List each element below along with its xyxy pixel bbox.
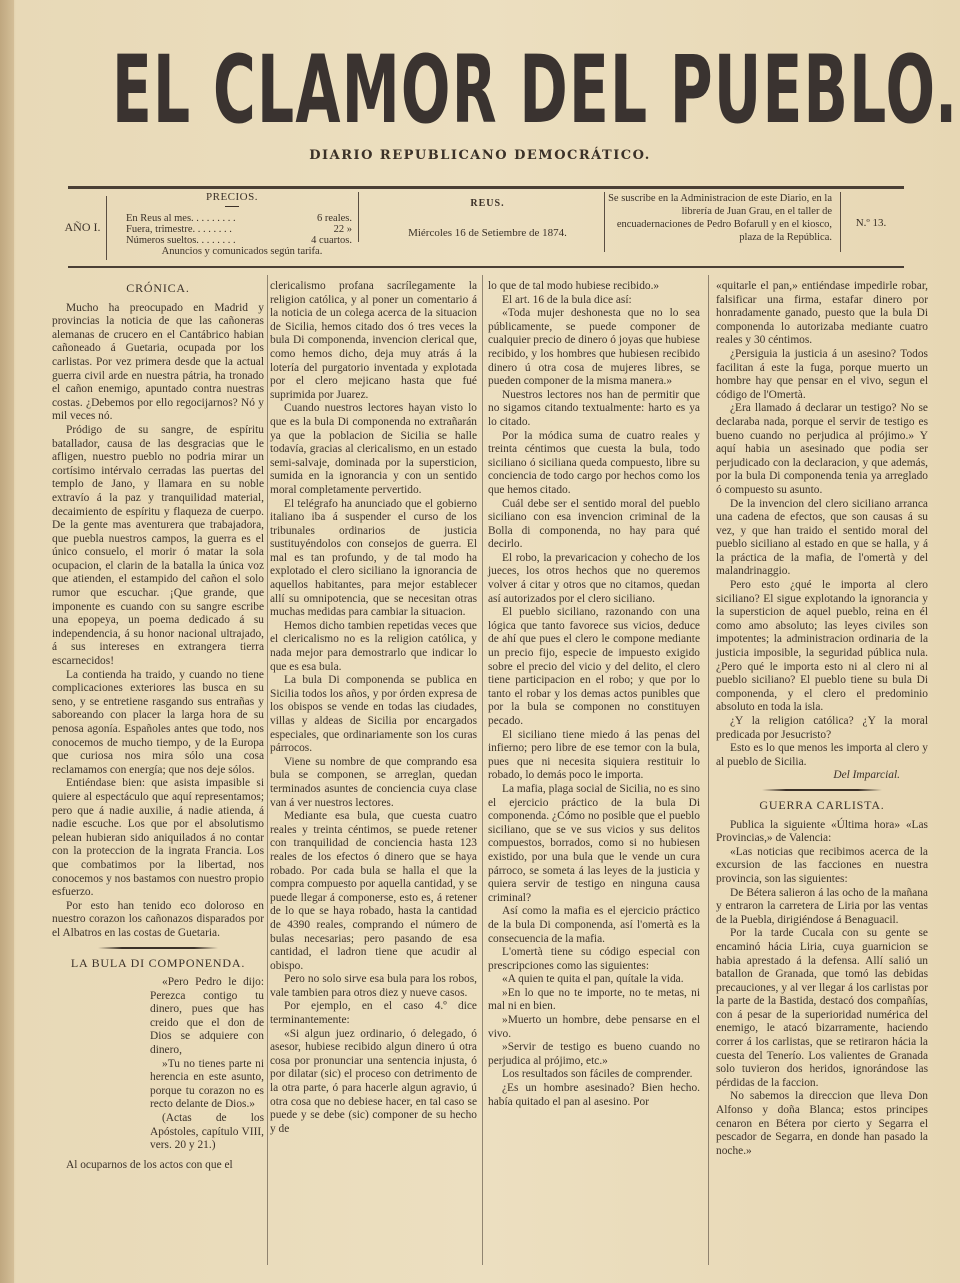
epigraph-citation: (Actas de los Apóstoles, capítulo VIII, vers. 20 y 21.)	[150, 1112, 264, 1152]
city-label: REUS.	[470, 198, 505, 209]
newspaper-title: EL CLAMOR DEL PUEBLO.	[112, 36, 959, 145]
section-title-guerra: GUERRA CARLISTA.	[759, 797, 885, 812]
price-label: Números sueltos. . . . . . . .	[126, 235, 236, 246]
column-3	[488, 280, 700, 1109]
epigraph-line: «Pero Pedro le dijo: Perezca contigo tu dinero, pues que has creido que el don de Dios se adquiere con dinero,	[150, 976, 264, 1057]
section-separator	[98, 947, 218, 949]
page-edge	[0, 0, 14, 1283]
paragraph: ¿Es un hombre asesinado? Bien hecho. había quitado el pan al asesino. Por	[488, 1082, 700, 1108]
year-label: AÑO I.	[64, 220, 101, 234]
paragraph: Cuál debe ser el sentido moral del pueblo siciliano con esa invencion criminal de la Bolla di componenda, no hay para qué decirlo.	[488, 497, 700, 551]
price-row	[112, 235, 352, 246]
header-divider	[840, 192, 841, 252]
issue-number: N.º 13.	[855, 217, 887, 229]
section-separator	[762, 789, 882, 791]
paragraph: «Las noticias que recibimos acerca de la excursion de las facciones en nuestra provincia, son las siguientes:	[716, 845, 928, 885]
price-value: 22 »	[333, 224, 352, 235]
header-divider	[106, 196, 107, 260]
paragraph: «Toda mujer deshonesta que no lo sea públicamente, se puede componer de cualquier precio de dinero ó joyas que hubiese recibido, y los hombres que hubiesen recibido dinero ú otra cosa de mujeres libres, se pueden componer de la misma manera.»	[488, 307, 700, 388]
paragraph: El robo, la prevaricacion y cohecho de los jueces, los otros hechos que no queremos volver á citar y otros que no citamos, quedan así autorizados por el clero siciliano.	[488, 551, 700, 605]
column-rule	[267, 275, 268, 1265]
price-value: 6 reales.	[317, 213, 352, 224]
dateline	[365, 198, 610, 239]
price-row	[112, 224, 352, 235]
paragraph: Por la tarde Cucala con su gente se encaminó hácia Liria, cuya guarnicion se habia aprestado á la defensa. Allí salió un batallon de Granada, que tomó las debidas precauciones, y al ver llegar á los carlistas por la parte de la Bastida, destacó dos compañías, con á pesar de la superioridad numérica del enemigo, le atacó bizarramente, haciendo correr á los carlistas, que se retiraron hácia la cuesta del Tenerío. Los valientes de Granada solo tuvieron dos heridos, ignorándose las pérdidas de la faccion.	[716, 927, 928, 1089]
paragraph: L'omertà tiene su código especial con prescripciones como las siguientes:	[488, 946, 700, 972]
column-rule	[708, 275, 709, 1265]
paragraph: Pródigo de su sangre, de espíritu batallador, causa de las desgracias que le afligen, nuestro pueblo no podria mirar un cortísimo intérvalo cerradas las puertas del templo de Jano, y llamara en su noble extravío á la paz y tranquilidad material, decaimiento de espíritu y flaqueza de cuerpo. De la gente mas aventurera que trabajadora, que puebla nuestros campos, la guerra es el único consuelo, el morir ó matar la sola ocupacion, el clarin de la batalla la única voz que atienden, el estampido del cañon el solo rumor que escuchar. ¡Que grande, que imponente es cuando con su sangre escribe una epopeya, un poema dedicado á su independencia, á su honor nacional ultrajado, á sus intereses en extrangera tierra escarnecidos!	[52, 423, 264, 668]
epigraph-line: »Tu no tienes parte ni herencia en este asunto, porque tu corazon no es recto delante de Dios.»	[150, 1057, 264, 1111]
paragraph: »Muerto un hombre, debe pensarse en el vivo.	[488, 1014, 700, 1040]
paragraph: Mucho ha preocupado en Madrid y provincias la noticia de que las cañoneras alemanas de crucero en el Cantábrico habian cañoneado á Guetaria, ocupada por los carlistas. Por vez primera desde que la actual guerra civil arde en nuestra pátria, ha tronado el cañon enemigo, apuntado contra nuestras costas. ¿Debemos por ello regocijarnos? Nó y mil veces nó.	[52, 301, 264, 423]
paragraph: La contienda ha traido, y cuando no tiene complicaciones exteriores las busca en su seno, y se entretiene rasgando sus entrañas y saboreando con placer la larga hora de su penosa agonía. Españoles antes que todo, nos conocemos de mucho tiempo, y de la Europa que curiosa nos mira sólo una cosa reclamamos con energía; que nos deje sólos.	[52, 668, 264, 776]
prices-note: Anuncios y comunicados según tarifa.	[161, 246, 323, 257]
paragraph: Publica la siguiente «Última hora» «Las Provincias,» de Valencia:	[716, 818, 928, 845]
article-signature: Del Imparcial.	[833, 769, 900, 782]
paragraph: clericalismo profana sacrílegamente la religion católica, y al poner un comentario á la noticia de un colega acerca de la situacion de Sicilia, hemos citado dos ó tres veces la bula Di componenda, invencion clerical que, como hemos dicho, deja muy atrás á la lotería del purgatorio inventada y explotada por el clero mejicano hasta que fué suprimida por Juarez.	[270, 280, 477, 401]
paragraph: »Servir de testigo es bueno cuando no perjudica al prójimo, etc.»	[488, 1041, 700, 1067]
price-row	[112, 213, 352, 224]
column-4	[716, 280, 928, 1158]
paragraph: «quitarle el pan,» entiéndase impedirle robar, falsificar una firma, estafar dinero por honradamente ganado, puesto que la bula Di componenda lo autorizaba mediante cuatro reales y 30 céntimos.	[716, 280, 928, 347]
paragraph: El telégrafo ha anunciado que el gobierno italiano iba á suspender el curso de los tribunales ordinarios de justicia sustituyéndolos con consejos de guerra. El mal es tan profundo, y de tal modo ha explotado el clero siciliano la ignorancia de aquellos habitantes, para mejor establecer allí su omnipotencia, que se necesitan otras muchas medidas para cambiar la situacion.	[270, 497, 477, 619]
epigraph	[150, 976, 264, 1153]
issue-date: Miércoles 16 de Setiembre de 1874.	[408, 227, 567, 239]
paragraph: Viene su nombre de que comprando esa bula se componen, se arreglan, quedan terminados asuntes de conciencia cuya clase van á ver nuestros lectores.	[270, 755, 477, 809]
paragraph: «A quien te quita el pan, quítale la vida.	[502, 973, 684, 986]
paragraph: No sabemos la direccion que lleva Don Alfonso y doña Blanca; estos principes cenaron en Bétera por cierto y Segarra el pescador de Segarra, en donde han pasado la noche.»	[716, 1090, 928, 1157]
newspaper-subtitle: DIARIO REPUBLICANO DEMOCRÁTICO.	[309, 148, 651, 163]
paragraph: Al ocuparnos de los actos con que el	[66, 1158, 233, 1171]
paragraph: La mafia, plaga social de Sicilia, no es sino el ejercicio práctico de la bula Di componenda. ¿Cómo no posible que el pueblo siciliano, que se ve sus vicios y sus delitos compuestos, borrados, como si no hubiesen existido, por una bula que le vende un cura párroco, se someta á las leyes de la justicia y quiera servir de testigo en ninguna causa criminal?	[488, 782, 700, 904]
paragraph: Pero esto ¿qué le importa al clero siciliano? El sigue explotando la ignorancia y la supersticion de aquel pueblo, reina en él como amo absoluto; las leyes civiles son impotentes; la administracion ordinaria de la justicia imposible, la seguridad pública nula. ¿Pero qué le importa esto ni al clero ni al pueblo siciliano? El pueblo tiene su bula Di componenda, y el clero el predominio absoluto en toda la isla.	[716, 579, 928, 714]
header-rule-top	[68, 186, 904, 189]
paragraph: Los resultados son fáciles de comprender.	[502, 1068, 693, 1081]
paragraph: Pero no solo sirve esa bula para los robos, vale tambien para otros diez y nueve casos.	[270, 973, 477, 999]
paragraph: ¿Y la religion católica? ¿Y la moral predicada por Jesucristo?	[716, 715, 928, 741]
paragraph: De la invencion del clero siciliano arranca una cadena de efectos, que son causas á su vez, y que han traido el sentido moral del pueblo siciliano al estado en que se halla, y á la práctica de la mafia, de l'omertà y del malandrinaggio.	[716, 497, 928, 578]
subscription-info: Se suscribe en la Administracion de este Diario, en la librería de Juan Grau, en el taller de encuadernaciones de Pedro Bofarull y en el kiosco, plaza de la República.	[608, 193, 832, 243]
paragraph: Por ejemplo, en el caso 4.º dice terminantemente:	[270, 1000, 477, 1027]
section-title-cronica: CRÓNICA.	[126, 281, 190, 295]
paragraph: La bula Di componenda se publica en Sicilia todos los años, y por órden expresa de los obispos se vende en todas las ciudades, villas y aldeas de Sicilia por encargados especiales, que ordinariamente son los curas párrocos.	[270, 674, 477, 755]
paragraph: Entiéndase bien: que asista impasible si quiere al espectáculo que aquí representamos; pero que á nadie auxilie, á nadie atienda, á nadie escuche. Los que por el absolutismo pelean hubieran sido aniquilados á no contar con la proteccion de la ingrata Francia. Los que combatimos por la libertad, nos conocemos y nos bastamos con nuestro propio esfuerzo.	[52, 777, 264, 899]
paragraph: ¿Persiguia la justicia á un asesino? Todos facilitan á este la fuga, porque muerto un hombre hay que pensar en el vivo, segun el código de l'Omertà.	[716, 347, 928, 401]
section-title-bula: LA BULA DI COMPONENDA.	[70, 955, 246, 970]
paragraph: De Bétera salieron á las ocho de la mañana y entraron la carretera de Liria por las ventas de la Puebla, dirigiéndose á Benaguacil.	[716, 886, 928, 926]
paragraph: Por esto han tenido eco doloroso en nuestro corazon los cañonazos disparados por el Albatros en las costas de Guetaria.	[52, 899, 264, 939]
price-label: Fuera, trimestre. . . . . . . .	[126, 224, 232, 235]
paragraph: lo que de tal modo hubiese recibido.»	[488, 280, 660, 292]
column-2	[270, 280, 477, 1136]
prices-box	[112, 192, 352, 257]
paragraph: «Si algun juez ordinario, ó delegado, ó asesor, hubiese recibido algun dinero ú otra cosa por pronunciar una sentencia injusta, ó por dilatar (sic) el proceso con detrimento de la otra parte, ó para hacerle algun agravio, ú otra cosa que no debiese hacer, en tal caso se puede y se debe (sic) componer de su hecho y de	[270, 1027, 477, 1135]
paragraph: Por la módica suma de cuatro reales y treinta céntimos que cuesta la bula, todo siciliano ó siciliana queda compuesto, libre su conciencia de todo cargo por hechos como los que hemos citado.	[488, 429, 700, 496]
column-1	[52, 280, 264, 1172]
paragraph: Hemos dicho tambien repetidas veces que el clericalismo no es la religion católica, y nada mejor para demostrarlo que indicar lo que es esa bula.	[270, 619, 477, 673]
header-divider	[358, 192, 359, 242]
paragraph: El pueblo siciliano, razonando con una lógica que tanto favorece sus vicios, deduce de ahí que pues el clero le compone mediante un precio fijo, especie de impuesto exigido sobre el precio del vicio y del delito, el clero tiene participacion en el robo; y que por lo tanto el robar y los demas actos punibles que por la bula se componen no constituyen pecado.	[488, 606, 700, 727]
paragraph: Nuestros lectores nos han de permitir que no sigamos citando textualmente: harto es ya lo citado.	[488, 388, 700, 428]
paragraph: Así como la mafia es el ejercicio práctico de la bula Di componenda, así l'omertà es la consecuencia de la mafia.	[488, 905, 700, 945]
column-rule	[482, 275, 483, 1265]
paragraph: Cuando nuestros lectores hayan visto lo que es la bula Di componenda no extrañarán ya que la poblacion de Sicilia se halle todavía, gracias al clericalismo, en un estado semi-salvaje, dominada por la supersticion, sumida en la ignorancia y con un sentido moral completamente pervertido.	[270, 402, 477, 496]
paragraph: El siciliano tiene miedo á las penas del infierno; pero libre de ese temor con la bula, pues que ni necesita siquiera restituir lo robado, lo demás poco le importa.	[488, 728, 700, 782]
paragraph: »En lo que no te importe, no te metas, ni mal ni en bien.	[488, 986, 700, 1013]
paragraph: Esto es lo que menos les importa al clero y al pueblo de Sicilia.	[716, 742, 928, 768]
paragraph: Mediante esa bula, que cuesta cuatro reales y treinta céntimos, se puede retener con tranquilidad de conciencia hasta 123 reales de los efectos ó dinero que se haya robado. Por cada bula se halla el que la compra compuesto por aquella cantidad, y se puede llegar á componerse, esto es, á retener de lo que se haya robado, hasta la cantidad de 4390 reales, comprando el número de bulas necesarias; pero pasando de esa cantidad, el ladron tiene que acudir al obispo.	[270, 810, 477, 972]
prices-title: PRECIOS.	[206, 191, 258, 203]
paragraph: ¿Era llamado á declarar un testigo? No se declaraba nada, porque el servir de testigo es bueno cuando no perjudica al prójimo.» Y aquí habia un asesinado que podia ser perjudicado con la declaracion, y que además, por la bula Di componenda tenia ya arreglado ó compuesto su asunto.	[716, 402, 928, 496]
price-value: 4 cuartos.	[311, 235, 352, 246]
header-rule-bottom	[68, 266, 904, 268]
price-label: En Reus al mes. . . . . . . . .	[126, 213, 236, 224]
paragraph: El art. 16 de la bula dice así:	[502, 293, 632, 306]
prices-dash	[225, 206, 239, 207]
